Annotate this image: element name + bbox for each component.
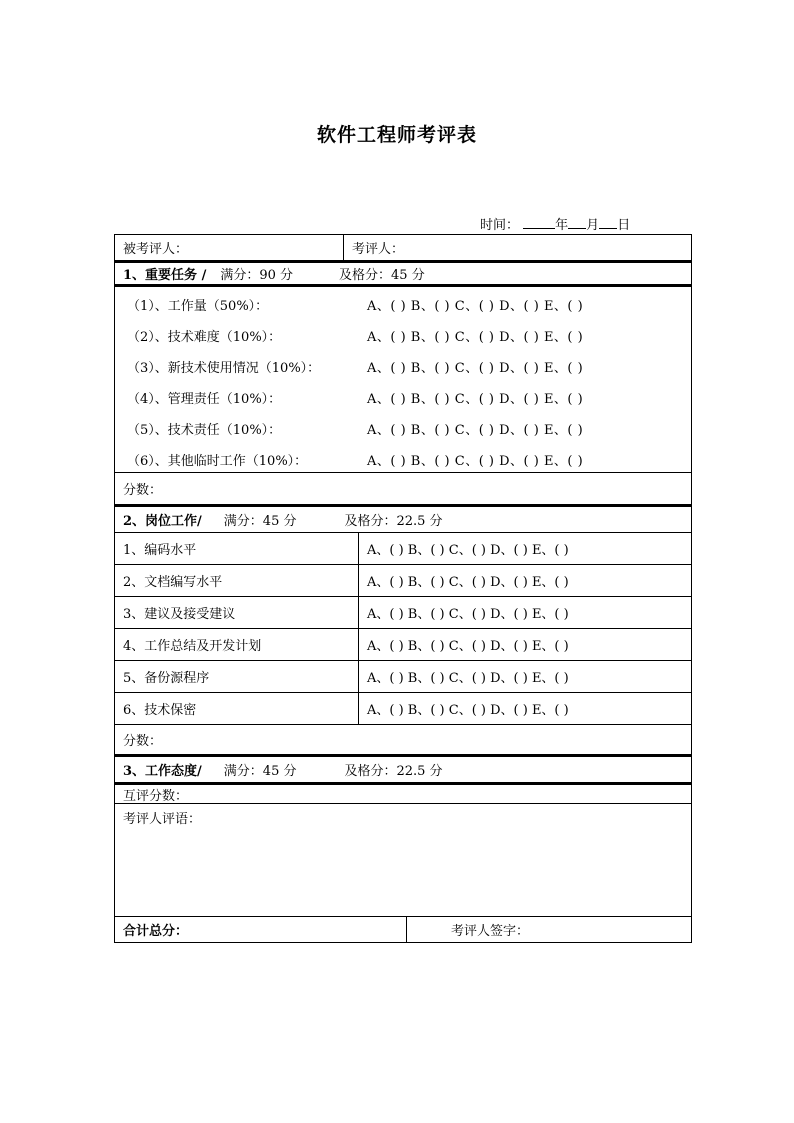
month-label: 月 [586, 218, 600, 233]
task-label: （3）、新技术使用情况（10%）： [127, 361, 321, 376]
footer-row [115, 917, 691, 942]
table-row [115, 629, 691, 661]
section1-score-label: 分数： [123, 483, 163, 498]
peer-score-row[interactable] [115, 783, 691, 804]
section1-full-score: 满分：90 分 [220, 268, 294, 283]
rating-options[interactable]: A、( ) B、( ) C、( ) D、( ) E、( ) [358, 629, 691, 660]
criterion-label: 2、文档编写水平 [123, 575, 223, 590]
evaluation-form [114, 234, 692, 943]
section2-full-score: 满分：45 分 [223, 514, 297, 529]
rating-options[interactable]: A、( ) B、( ) C、( ) D、( ) E、( ) [367, 454, 584, 469]
comments-area[interactable] [115, 804, 691, 917]
task-label: （1）、工作量（50%）： [127, 299, 269, 314]
task-label: （5）、技术责任（10%）： [127, 423, 282, 438]
task-item [115, 444, 691, 475]
rating-options[interactable]: A、( ) B、( ) C、( ) D、( ) E、( ) [367, 361, 584, 376]
rating-options[interactable]: A、( ) B、( ) C、( ) D、( ) E、( ) [367, 392, 584, 407]
date-line [480, 214, 630, 233]
task-label: （2）、技术难度（10%）： [127, 330, 282, 345]
criterion-label: 5、备份源程序 [123, 671, 210, 686]
evaluator-field[interactable] [343, 235, 691, 260]
table-row [115, 693, 691, 725]
day-label: 日 [617, 218, 631, 233]
section2-score-label: 分数： [123, 734, 163, 749]
evaluator-label: 考评人： [352, 242, 405, 257]
evaluatee-field[interactable] [115, 235, 343, 260]
section3-full-score: 满分：45 分 [223, 764, 297, 779]
month-blank[interactable] [568, 215, 586, 229]
task-label: （4）、管理责任（10%）： [127, 392, 282, 407]
header-row [115, 235, 691, 261]
page-title: 软件工程师考评表 [316, 124, 477, 146]
criterion-label: 3、建议及接受建议 [123, 607, 236, 622]
comments-label: 考评人评语： [123, 812, 202, 827]
signature-label: 考评人签字： [451, 924, 530, 939]
table-row [115, 661, 691, 693]
section1-items [115, 285, 691, 473]
section3-pass-score: 及格分：22.5 分 [344, 764, 443, 779]
criterion-label: 6、技术保密 [123, 703, 197, 718]
rating-options[interactable]: A、( ) B、( ) C、( ) D、( ) E、( ) [358, 693, 691, 724]
section3-header [115, 755, 691, 783]
section3-title: 3、工作态度/ [123, 764, 202, 779]
section2-score-row[interactable] [115, 725, 691, 755]
rating-options[interactable]: A、( ) B、( ) C、( ) D、( ) E、( ) [367, 299, 584, 314]
section2-title: 2、岗位工作/ [123, 514, 202, 529]
task-item [115, 413, 691, 444]
task-item [115, 382, 691, 413]
evaluatee-label: 被考评人： [123, 242, 189, 257]
rating-options[interactable]: A、( ) B、( ) C、( ) D、( ) E、( ) [367, 423, 584, 438]
task-item [115, 320, 691, 351]
criterion-label: 1、编码水平 [123, 543, 197, 558]
rating-options[interactable]: A、( ) B、( ) C、( ) D、( ) E、( ) [358, 597, 691, 628]
rating-options[interactable]: A、( ) B、( ) C、( ) D、( ) E、( ) [358, 661, 691, 692]
total-score-label: 合计总分： [123, 924, 189, 939]
year-blank[interactable] [523, 215, 555, 229]
signature-field[interactable] [406, 917, 691, 942]
rating-options[interactable]: A、( ) B、( ) C、( ) D、( ) E、( ) [358, 533, 691, 564]
day-blank[interactable] [599, 215, 617, 229]
table-row [115, 565, 691, 597]
task-label: （6）、其他临时工作（10%）： [127, 454, 308, 469]
task-item [115, 351, 691, 382]
rating-options[interactable]: A、( ) B、( ) C、( ) D、( ) E、( ) [358, 565, 691, 596]
section1-score-row[interactable] [115, 473, 691, 505]
criterion-label: 4、工作总结及开发计划 [123, 639, 262, 654]
section1-pass-score: 及格分：45 分 [339, 268, 425, 283]
task-item [115, 289, 691, 320]
rating-options[interactable]: A、( ) B、( ) C、( ) D、( ) E、( ) [367, 330, 584, 345]
total-score-field[interactable] [115, 917, 406, 942]
peer-score-label: 互评分数： [123, 788, 189, 804]
table-row [115, 597, 691, 629]
section2-header [115, 505, 691, 533]
section1-title: 1、重要任务 / [123, 268, 207, 283]
table-row [115, 533, 691, 565]
date-label: 时间： [480, 218, 520, 233]
section2-pass-score: 及格分：22.5 分 [344, 514, 443, 529]
year-label: 年 [555, 218, 569, 233]
section1-header [115, 261, 691, 285]
